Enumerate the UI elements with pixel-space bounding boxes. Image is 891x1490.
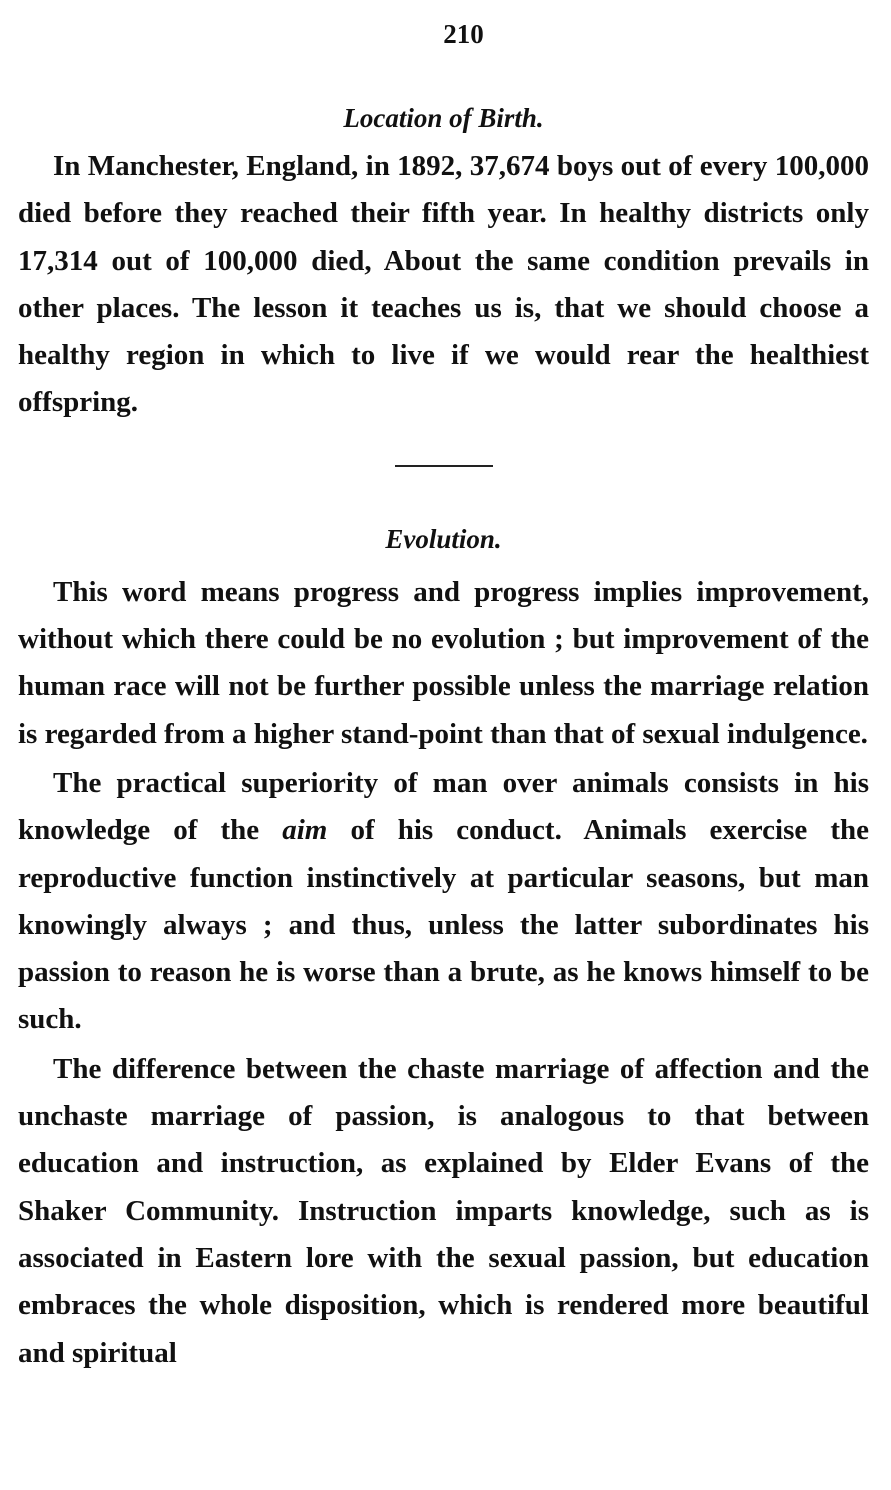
section-divider: [395, 465, 493, 467]
emphasized-word: aim: [282, 814, 328, 847]
paragraph-evolution-3: The difference between the chaste marriage of affection and the unchaste marriage of passion, is analogous to that between education and instruction, as explained by Elder Evans of the Shaker Community. Instruction imparts knowledge, such as is associated in Eastern lore with the sexual passion, but education embraces the whole disposition, which is rendered more beautiful and spiritual: [18, 1052, 869, 1369]
paragraph-evolution-2: [18, 760, 869, 1044]
paragraph-location-of-birth: In Manchester, England, in 1892, 37,674 boys out of every 100,000 died before they reached their fifth year. In healthy districts only 17,314 out of 100,000 died, About the same condition prevails in other places. The lesson it teaches us is, that we should choose a healthy region in which to live if we would rear the healthiest offspring.: [18, 150, 869, 419]
page-number: 210: [443, 19, 484, 49]
section-heading-evolution: Evolution.: [385, 523, 502, 554]
section-heading-location-of-birth: Location of Birth.: [343, 103, 544, 133]
paragraph-evolution-1: This word means progress and progress implies improvement, without which there could be no evolution ; but improvement of the human race will not be further possible unless the marriage relation is regarded from a higher stand-point than that of sexual indulgence.: [18, 575, 869, 750]
paragraph-text-after-emphasis: of his conduct. Animals exercise the reproductive function instinctively at particular seasons, but man knowingly always ; and thus, unless the latter subordinates his passion to reason he is worse than a brute, as he knows himself to be such.: [18, 814, 869, 1036]
paragraph-text-before-emphasis: The practical superiority of man over animals consists in his knowledge of the: [18, 766, 869, 847]
book-page: [18, 0, 869, 1377]
